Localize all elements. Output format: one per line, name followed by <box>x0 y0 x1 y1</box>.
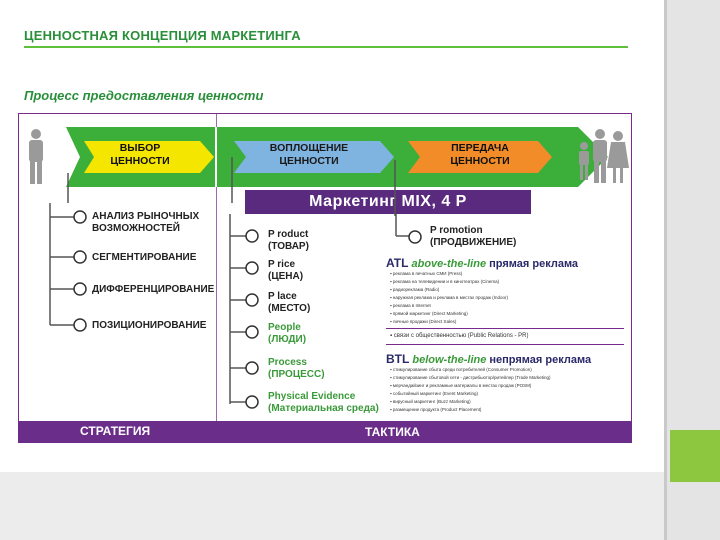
mix-promotion <box>430 225 516 249</box>
strategy-item-analysis <box>92 211 199 235</box>
mix-price-ru: (ЦЕНА) <box>268 271 304 282</box>
atl-item: ▪ прямой маркетинг (Direct Marketing) <box>390 311 468 316</box>
stage-embody-line1: ВОПЛОЩЕНИЕ <box>269 142 349 154</box>
mix-product-ru: (ТОВАР) <box>268 241 309 252</box>
btl-list <box>390 366 551 414</box>
atl-item: ▪ наружная реклама и реклама в местах продаж (Indoor) <box>390 295 509 300</box>
atl-list <box>390 270 508 326</box>
atl-separator <box>386 328 624 329</box>
btl-item-text: размещение продукта (Product Placement) <box>392 407 482 412</box>
slide-subtitle: Процесс предоставления ценности <box>24 88 264 103</box>
strategy-item-positioning: ПОЗИЦИОНИРОВАНИЕ <box>92 320 207 331</box>
atl-item: ▪ реклама на телевидении и в кинотеатрах (Cinema) <box>390 279 500 284</box>
btl-english: below-the-line <box>412 354 487 366</box>
atl-item: ▪ радиореклама (Radio) <box>390 287 440 292</box>
btl-item-text: стимулирование сбытовой сети - дистрибьютор/ритейлер (Trade Marketing) <box>392 375 551 380</box>
atl-item: ▪ реклама в Internet <box>390 303 431 308</box>
atl-item: ▪ личные продажи (Direct Sales) <box>390 319 457 324</box>
pr-item: ▪ связи с общественностью (Public Relations - PR) <box>390 333 529 339</box>
title-underline <box>24 46 628 48</box>
stage-select-line2: ЦЕННОСТИ <box>110 155 170 167</box>
stage-embody <box>244 142 374 168</box>
mix-place <box>268 291 310 315</box>
promotion-connector <box>389 160 401 216</box>
mix-price <box>268 259 303 283</box>
mix-people <box>268 322 306 346</box>
btl-item-text: стимулирование сбыта среди потребителей (Consumer Promotion) <box>392 367 532 372</box>
btl-item: ▪ размещение продукта (Product Placement) <box>390 407 482 412</box>
mix-process-ru: (ПРОЦЕСС) <box>268 369 325 380</box>
btl-item-text: событийный маркетинг (Event Marketing) <box>392 391 478 396</box>
strategy-item-analysis-line1: АНАЛИЗ РЫНОЧНЫХ <box>92 211 200 222</box>
atl-russian: прямая реклама <box>489 258 579 270</box>
footer-strategy-label: СТРАТЕГИЯ <box>80 424 151 438</box>
mix-process-label: Process <box>268 357 307 368</box>
stage-select <box>90 142 190 168</box>
btl-code: BTL <box>386 352 410 366</box>
mix-promotion-ru: (ПРОДВИЖЕНИЕ) <box>430 237 517 248</box>
atl-code: ATL <box>386 256 409 270</box>
accent-block <box>670 430 720 482</box>
atl-english: above-the-line <box>411 258 487 270</box>
stage-embody-line2: ЦЕННОСТИ <box>279 155 339 167</box>
mix-process <box>268 357 325 381</box>
pr-item-text: связи с общественностью (Public Relations - PR) <box>393 333 529 339</box>
stage-select-line1: ВЫБОР <box>119 142 161 154</box>
person-icon <box>24 128 48 188</box>
footer-tactics-label: ТАКТИКА <box>365 425 420 439</box>
atl-item-text: прямой маркетинг (Direct Marketing) <box>392 311 468 316</box>
strategy-item-segmentation: СЕГМЕНТИРОВАНИЕ <box>92 252 197 263</box>
strategy-item-analysis-line2: ВОЗМОЖНОСТЕЙ <box>92 223 180 234</box>
stage-deliver-line1: ПЕРЕДАЧА <box>451 142 509 154</box>
mix-product-label: P roduct <box>268 229 309 240</box>
atl-heading <box>386 256 578 270</box>
atl-item-text: наружная реклама и реклама в местах продаж (Indoor) <box>392 295 509 300</box>
btl-item: ▪ вирусный маркетинг (Buzz Marketing) <box>390 399 471 404</box>
promotion-circle <box>408 230 422 244</box>
mix-product <box>268 229 309 253</box>
btl-item: ▪ мерчандайзинг и рекламные материалы в местах продаж (POSM) <box>390 383 532 388</box>
strategy-item-differentiation: ДИФФЕРЕНЦИРОВАНИЕ <box>92 284 215 295</box>
mix-place-ru: (МЕСТО) <box>268 303 311 314</box>
btl-item-text: мерчандайзинг и рекламные материалы в местах продаж (POSM) <box>392 383 532 388</box>
family-icon <box>576 128 632 188</box>
mix-price-label: P rice <box>268 259 296 270</box>
mix-promotion-label: P romotion <box>430 225 483 236</box>
btl-item: ▪ событийный маркетинг (Event Marketing) <box>390 391 478 396</box>
atl-item-text: реклама на телевидении и в кинотеатрах (Cinema) <box>392 279 500 284</box>
stage-deliver <box>420 142 540 168</box>
atl-item: ▪ реклама в печатных СМИ (Press) <box>390 271 463 276</box>
mix-people-ru: (ЛЮДИ) <box>268 334 307 345</box>
btl-russian: непрямая реклама <box>489 354 592 366</box>
slide-title: ЦЕННОСТНАЯ КОНЦЕПЦИЯ МАРКЕТИНГА <box>24 28 301 43</box>
mix-physical-evidence <box>268 391 379 415</box>
marketing-mix-title: Маркетинг MIX, 4 P <box>245 190 531 214</box>
stage-deliver-line2: ЦЕННОСТИ <box>450 155 510 167</box>
mix-physical-evidence-ru: (Материальная среда) <box>268 403 379 414</box>
btl-item: ▪ стимулирование сбытовой сети - дистрибьютор/ритейлер (Trade Marketing) <box>390 375 551 380</box>
mix-physical-evidence-label: Physical Evidence <box>268 391 356 402</box>
btl-item: ▪ стимулирование сбыта среди потребителей (Consumer Promotion) <box>390 367 532 372</box>
mix-place-label: P lace <box>268 291 297 302</box>
atl-item-text: реклама в печатных СМИ (Press) <box>392 271 463 276</box>
atl-item-text: радиореклама (Radio) <box>392 287 440 292</box>
btl-heading <box>386 352 591 366</box>
btl-item-text: вирусный маркетинг (Buzz Marketing) <box>392 399 471 404</box>
gutter-divider <box>664 0 667 540</box>
pr-separator <box>386 344 624 345</box>
atl-item-text: реклама в Internet <box>392 303 431 308</box>
atl-item-text: личные продажи (Direct Sales) <box>392 319 457 324</box>
mix-people-label: People <box>268 322 301 333</box>
